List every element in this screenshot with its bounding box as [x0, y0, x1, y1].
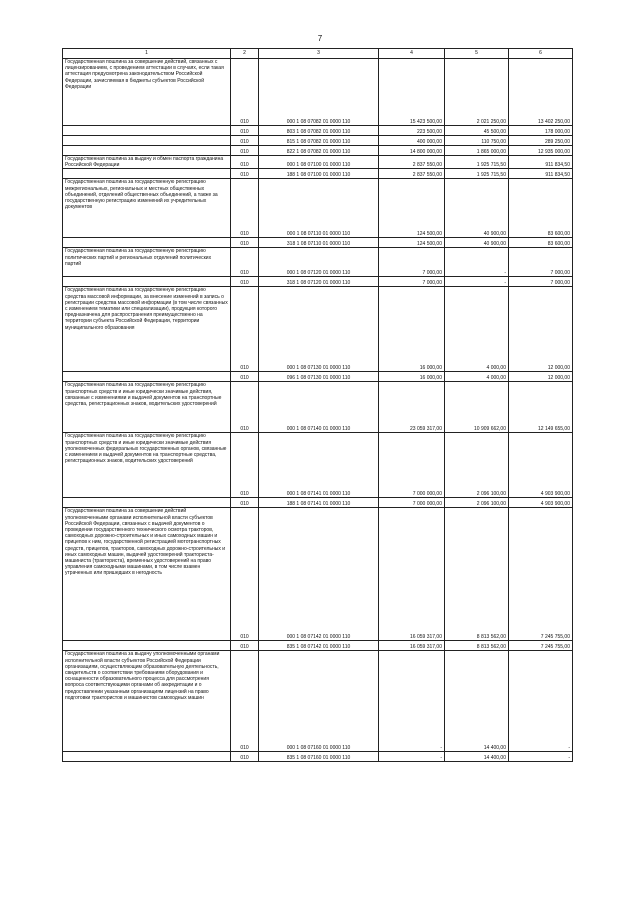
line-code-cell: 010	[231, 169, 259, 179]
executed-amount-cell: 14 400,00	[445, 651, 509, 752]
header-cell: 4	[379, 49, 445, 59]
remaining-amount-cell: 4 903 900,00	[509, 498, 573, 508]
line-code-cell: 010	[231, 136, 259, 146]
section-row	[63, 433, 573, 498]
line-code-cell: 010	[231, 498, 259, 508]
budget-code-cell: 000 1 08 07160 01 0000 110	[259, 651, 379, 752]
executed-amount-cell: 8 813 562,00	[445, 508, 509, 641]
approved-amount-cell: 124 500,00	[379, 238, 445, 248]
line-code-cell: 010	[231, 146, 259, 156]
empty-cell	[63, 146, 231, 156]
empty-cell	[63, 126, 231, 136]
remaining-amount-cell: 83 600,00	[509, 238, 573, 248]
table-row	[63, 752, 573, 762]
section-title: Государственная пошлина за государственную регистрацию политических партий и региональных отделений политических партий	[63, 248, 231, 277]
executed-amount-cell: 1 925 715,50	[445, 156, 509, 169]
table-row	[63, 277, 573, 287]
approved-amount-cell: 16 059 317,00	[379, 508, 445, 641]
line-code-cell: 010	[231, 641, 259, 651]
executed-amount-cell: 4 000,00	[445, 287, 509, 372]
table-row	[63, 641, 573, 651]
approved-amount-cell: -	[379, 651, 445, 752]
line-code-cell: 010	[231, 382, 259, 433]
approved-amount-cell: 7 000 000,00	[379, 433, 445, 498]
remaining-amount-cell: 12 935 000,00	[509, 146, 573, 156]
remaining-amount-cell: 911 834,50	[509, 169, 573, 179]
executed-amount-cell: -	[445, 248, 509, 277]
approved-amount-cell: 400 000,00	[379, 136, 445, 146]
section-row	[63, 382, 573, 433]
executed-amount-cell: 4 000,00	[445, 372, 509, 382]
section-title: Государственная пошлина за совершение действий, связанных с лицензированием, с проведением аттестации в случаях, если такая аттестация предусмотрена законодательством Российской Федерации, зачисляемая в бюджеты субъектов Российской Федерации	[63, 59, 231, 126]
section-row	[63, 59, 573, 126]
line-code-cell: 010	[231, 238, 259, 248]
budget-code-cell: 822 1 08 07082 01 0000 110	[259, 146, 379, 156]
line-code-cell: 010	[231, 372, 259, 382]
table-row	[63, 126, 573, 136]
empty-cell	[63, 752, 231, 762]
budget-code-cell: 835 1 08 07142 01 0000 110	[259, 641, 379, 651]
section-row	[63, 179, 573, 238]
remaining-amount-cell: 7 000,00	[509, 248, 573, 277]
remaining-amount-cell: 13 402 250,00	[509, 59, 573, 126]
approved-amount-cell: 16 059 317,00	[379, 641, 445, 651]
section-title: Государственная пошлина за государственную регистрацию средства массовой информации, за внесение изменений в запись о регистрации средства массовой информации (в том числе связанных с изменением тематики или специализации), продукция которого предназначена для распространения преимущественно на территории субъекта Российской Федерации, территории муниципального образования	[63, 287, 231, 372]
table-row	[63, 498, 573, 508]
empty-cell	[63, 277, 231, 287]
section-title: Государственная пошлина за выдачу и обмен паспорта гражданина Российской Федерации	[63, 156, 231, 169]
approved-amount-cell: 2 837 550,00	[379, 169, 445, 179]
approved-amount-cell: 16 000,00	[379, 287, 445, 372]
section-row	[63, 248, 573, 277]
section-title: Государственная пошлина за государственную регистрацию транспортных средств и иные юридически значимые действия уполномоченных федеральных государственных органов, связанные с изменением и выдачей документов на транспортные средства, регистрационных знаков, водительских удостоверений	[63, 433, 231, 498]
budget-code-cell: 000 1 08 07082 01 0000 110	[259, 59, 379, 126]
section-row	[63, 508, 573, 641]
empty-cell	[63, 169, 231, 179]
approved-amount-cell: 23 059 317,00	[379, 382, 445, 433]
executed-amount-cell: 14 400,00	[445, 752, 509, 762]
empty-cell	[63, 238, 231, 248]
executed-amount-cell: 110 750,00	[445, 136, 509, 146]
remaining-amount-cell: 12 000,00	[509, 287, 573, 372]
budget-code-cell: 835 1 08 07160 01 0000 110	[259, 752, 379, 762]
table-row	[63, 146, 573, 156]
executed-amount-cell: 1 865 000,00	[445, 146, 509, 156]
line-code-cell: 010	[231, 752, 259, 762]
line-code-cell: 010	[231, 248, 259, 277]
approved-amount-cell: 2 837 550,00	[379, 156, 445, 169]
section-title: Государственная пошлина за выдачу уполномоченными органами исполнительной власти субъектов Российской Федерации организациям, осуществляющим образовательную деятельность, свидетельств о соответствии требованиям оборудования и оснащенности образовательного процесса для рассмотрения вопроса соответствующими органами об аккредитации и о предоставлении указанным организациям лицензий на право подготовки трактористов и машинистов самоходных машин	[63, 651, 231, 752]
table-row	[63, 238, 573, 248]
executed-amount-cell: 40 900,00	[445, 238, 509, 248]
section-row	[63, 651, 573, 752]
executed-amount-cell: 2 096 100,00	[445, 498, 509, 508]
budget-code-cell: 000 1 08 07130 01 0000 110	[259, 287, 379, 372]
section-title: Государственная пошлина за государственную регистрацию транспортных средств и иные юридически значимые действия, связанные с изменениями и выдачей документов на транспортные средства, регистрационных знаков, водительских удостоверений	[63, 382, 231, 433]
empty-cell	[63, 641, 231, 651]
section-row	[63, 156, 573, 169]
line-code-cell: 010	[231, 433, 259, 498]
approved-amount-cell: -	[379, 752, 445, 762]
line-code-cell: 010	[231, 179, 259, 238]
approved-amount-cell: 7 000,00	[379, 277, 445, 287]
remaining-amount-cell: 178 000,00	[509, 126, 573, 136]
executed-amount-cell: -	[445, 277, 509, 287]
page-number: 7	[317, 34, 323, 43]
budget-code-cell: 000 1 08 07141 01 0000 110	[259, 433, 379, 498]
line-code-cell: 010	[231, 277, 259, 287]
remaining-amount-cell: -	[509, 752, 573, 762]
budget-code-cell: 318 1 08 07120 01 0000 110	[259, 277, 379, 287]
header-cell: 3	[259, 49, 379, 59]
line-code-cell: 010	[231, 287, 259, 372]
remaining-amount-cell: -	[509, 651, 573, 752]
line-code-cell: 010	[231, 508, 259, 641]
table-header-row	[63, 49, 573, 59]
remaining-amount-cell: 7 245 755,00	[509, 641, 573, 651]
budget-code-cell: 000 1 08 07120 01 0000 110	[259, 248, 379, 277]
budget-code-cell: 815 1 08 07082 01 0000 110	[259, 136, 379, 146]
budget-code-cell: 803 1 08 07082 01 0000 110	[259, 126, 379, 136]
approved-amount-cell: 7 000,00	[379, 248, 445, 277]
approved-amount-cell: 7 000 000,00	[379, 498, 445, 508]
remaining-amount-cell: 7 245 755,00	[509, 508, 573, 641]
budget-code-cell: 188 1 08 07100 01 0000 110	[259, 169, 379, 179]
remaining-amount-cell: 4 903 900,00	[509, 433, 573, 498]
section-title: Государственная пошлина за совершение действий уполномоченными органами исполнительной власти субъектов Российской Федерации, связанных с выдачей документов о проведении государственного технического осмотра тракторов, самоходных дорожно-строительных и иных самоходных машин и прицепов к ним, государственной регистрацией мототранспортных средств, прицепов, тракторов, самоходных дорожно-строительных и иных самоходных машин, выдачей удостоверений тракториста-машиниста (тракториста), временных удостоверений на право управления самоходными машинами, в том числе взамен утраченных или пришедших в негодность	[63, 508, 231, 641]
empty-cell	[63, 498, 231, 508]
approved-amount-cell: 124 500,00	[379, 179, 445, 238]
budget-table	[62, 48, 573, 762]
executed-amount-cell: 2 096 100,00	[445, 433, 509, 498]
header-cell: 5	[445, 49, 509, 59]
approved-amount-cell: 15 423 500,00	[379, 59, 445, 126]
line-code-cell: 010	[231, 126, 259, 136]
executed-amount-cell: 45 500,00	[445, 126, 509, 136]
executed-amount-cell: 2 021 250,00	[445, 59, 509, 126]
budget-code-cell: 188 1 08 07141 01 0000 110	[259, 498, 379, 508]
section-title: Государственная пошлина за государственную регистрацию межрегиональных, региональных и местных общественных объединений, отделений общественных объединений, а также за государственную регистрацию изменений их учредительных документов	[63, 179, 231, 238]
remaining-amount-cell: 12 149 655,00	[509, 382, 573, 433]
executed-amount-cell: 40 900,00	[445, 179, 509, 238]
budget-code-cell: 096 1 08 07130 01 0000 110	[259, 372, 379, 382]
remaining-amount-cell: 289 250,00	[509, 136, 573, 146]
remaining-amount-cell: 83 600,00	[509, 179, 573, 238]
executed-amount-cell: 10 909 662,00	[445, 382, 509, 433]
budget-code-cell: 000 1 08 07140 01 0000 110	[259, 382, 379, 433]
budget-code-cell: 000 1 08 07142 01 0000 110	[259, 508, 379, 641]
empty-cell	[63, 372, 231, 382]
header-cell: 6	[509, 49, 573, 59]
table-row	[63, 136, 573, 146]
budget-code-cell: 318 1 08 07110 01 0000 110	[259, 238, 379, 248]
remaining-amount-cell: 911 834,50	[509, 156, 573, 169]
remaining-amount-cell: 12 000,00	[509, 372, 573, 382]
remaining-amount-cell: 7 000,00	[509, 277, 573, 287]
line-code-cell: 010	[231, 59, 259, 126]
header-cell: 2	[231, 49, 259, 59]
budget-code-cell: 000 1 08 07100 01 0000 110	[259, 156, 379, 169]
line-code-cell: 010	[231, 651, 259, 752]
table-row	[63, 169, 573, 179]
executed-amount-cell: 1 925 715,50	[445, 169, 509, 179]
empty-cell	[63, 136, 231, 146]
approved-amount-cell: 16 000,00	[379, 372, 445, 382]
approved-amount-cell: 223 500,00	[379, 126, 445, 136]
approved-amount-cell: 14 800 000,00	[379, 146, 445, 156]
section-row	[63, 287, 573, 372]
line-code-cell: 010	[231, 156, 259, 169]
budget-code-cell: 000 1 08 07110 01 0000 110	[259, 179, 379, 238]
table-row	[63, 372, 573, 382]
header-cell: 1	[63, 49, 231, 59]
executed-amount-cell: 8 813 562,00	[445, 641, 509, 651]
